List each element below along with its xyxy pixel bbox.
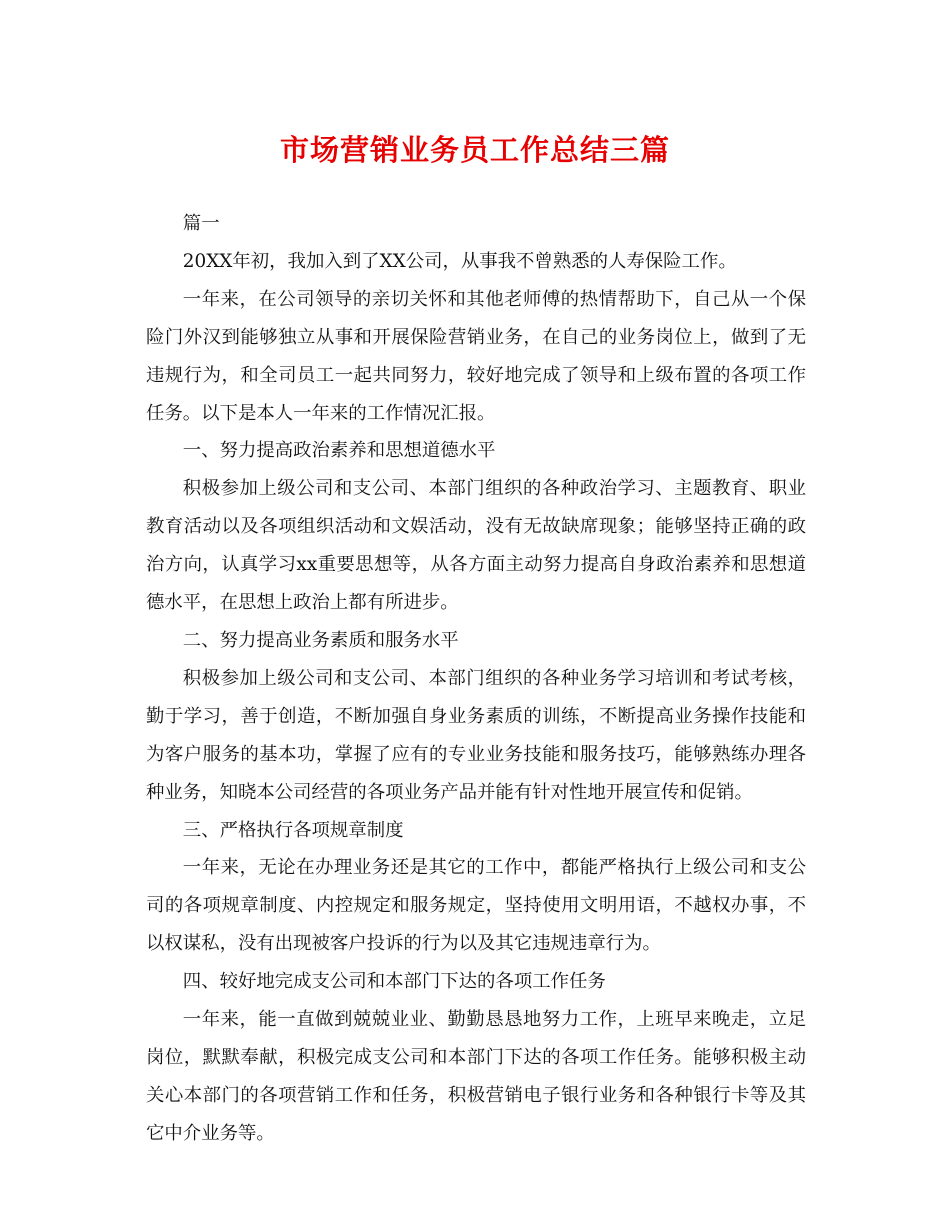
- section-heading-part-one: 篇一: [182, 213, 220, 234]
- paragraph: 一年来，能一直做到兢兢业业、勤勤恳恳地努力工作，上班早来晚走，立足岗位，默默奉献，积极完成支公司和本部门下达的各项工作任务。能够积极主动关心本部门的各项营销工作和任务，积极营销电子银行业务和各种银行卡等及其它中介业务等。: [146, 1009, 806, 1144]
- paragraph: 积极参加上级公司和支公司、本部门组织的各种政治学习、主题教育、职业教育活动以及各项组织活动和文娱活动，没有无故缺席现象；能够坚持正确的政治方向，认真学习xx重要思想等，从各方面主动努力提高自身政治素养和思想道德水平，在思想上政治上都有所进步。: [146, 478, 806, 614]
- document-title: 市场营销业务员工作总结三篇: [279, 133, 670, 167]
- paragraph: 一年来，在公司领导的亲切关怀和其他老师傅的热情帮助下，自己从一个保险门外汉到能够独立从事和开展保险营销业务，在自己的业务岗位上，做到了无违规行为，和全司员工一起共同努力，较好地完成了领导和上级布置的各项工作任务。以下是本人一年来的工作情况汇报。: [146, 288, 806, 424]
- paragraph: 一年来，无论在办理业务还是其它的工作中，都能严格执行上级公司和支公司的各项规章制度、内控规定和服务规定，坚持使用文明用语，不越权办事，不以权谋私，没有出现被客户投诉的行为以及其它违规违章行为。: [146, 857, 806, 955]
- section-heading: 二、努力提高业务素质和服务水平: [182, 629, 459, 651]
- section-heading: 四、较好地完成支公司和本部门下达的各项工作任务: [182, 971, 606, 993]
- section-heading: 一、努力提高政治素养和思想道德水平: [182, 440, 496, 462]
- section-heading: 三、严格执行各项规章制度: [182, 819, 404, 841]
- paragraph: 20XX年初，我加入到了XX公司，从事我不曾熟悉的人寿保险工作。: [182, 250, 737, 272]
- document-body: [146, 205, 806, 1153]
- paragraph: 积极参加上级公司和支公司、本部门组织的各种业务学习培训和考试考核，勤于学习，善于创造，不断加强自身业务素质的训练，不断提高业务操作技能和为客户服务的基本功，掌握了应有的专业业务技能和服务技巧，能够熟练办理各种业务，知晓本公司经营的各项业务产品并能有针对性地开展宣传和促销。: [146, 667, 806, 803]
